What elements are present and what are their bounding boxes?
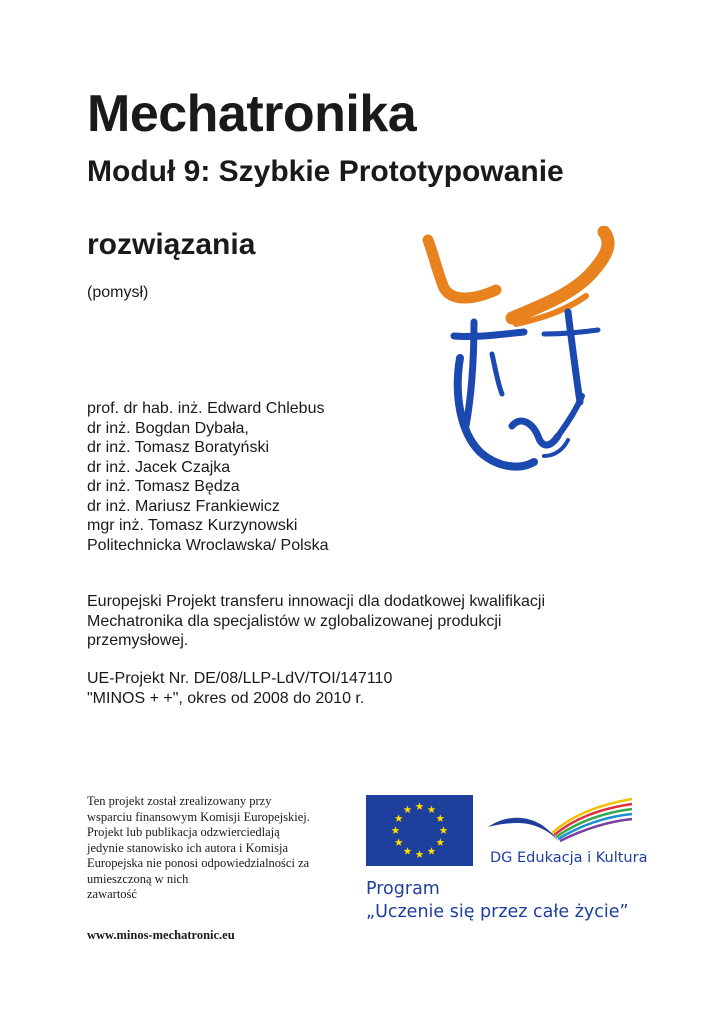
dg-education-label: DG Edukacja i Kultura	[490, 850, 648, 866]
author-name: dr inż. Bogdan Dybała,	[87, 419, 249, 437]
document-title: Mechatronika	[87, 85, 417, 143]
funding-disclaimer: Ten projekt został zrealizowany przy wsparciu finansowym Komisji Europejskiej. Projekt lub publikacja odzwierciedlają jedynie stanowisko ich autora i Komisja Europejska nie ponosi odpowiedzialności za umieszczoną w nich zawartość	[87, 794, 310, 901]
eu-star-icon	[416, 850, 424, 858]
module-subtitle: Moduł 9: Szybkie Prototypowanie	[87, 155, 564, 188]
idea-note: (pomysł)	[87, 284, 149, 301]
project-number: UE-Projekt Nr. DE/08/LLP-LdV/TOI/147110	[87, 670, 393, 687]
eu-star-icon	[428, 847, 436, 855]
mascot-face-icon	[416, 226, 626, 481]
eu-star-icon	[436, 838, 444, 846]
eu-star-icon	[404, 806, 412, 814]
program-slogan: „Uczenie się przez całe życie”	[366, 902, 629, 922]
section-heading: rozwiązania	[87, 228, 256, 261]
eu-star-icon	[404, 847, 412, 855]
dg-swoosh-logo-icon	[486, 795, 636, 845]
author-list	[87, 399, 329, 555]
eu-star-icon	[436, 814, 444, 822]
eu-star-icon	[440, 826, 448, 834]
eu-star-icon	[416, 802, 424, 810]
eu-star-icon	[395, 814, 403, 822]
author-name: mgr inż. Tomasz Kurzynowski	[87, 517, 298, 534]
eu-program-logo	[366, 795, 648, 930]
project-period: "MINOS + +", okres od 2008 do 2010 r.	[87, 689, 365, 707]
project-reference	[87, 669, 392, 708]
eu-flag-icon	[366, 795, 473, 866]
project-description: Europejski Projekt transferu innowacji dla dodatkowej kwalifikacji Mechatronika dla specjalistów w zglobalizowanej produkcji przemysłowej.	[87, 593, 545, 649]
institution: Politechnicka Wroclawska/ Polska	[87, 536, 329, 554]
eu-star-icon	[428, 806, 436, 814]
eu-star-icon	[392, 826, 400, 834]
author-name: prof. dr hab. inż. Edward Chlebus	[87, 400, 325, 417]
project-website-link[interactable]: www.minos-mechatronic.eu	[87, 928, 235, 942]
eu-star-icon	[395, 838, 403, 846]
program-label: Program	[366, 879, 440, 899]
author-name: dr inż. Tomasz Boratyński	[87, 439, 269, 456]
author-name: dr inż. Jacek Czajka	[87, 458, 231, 476]
author-name: dr inż. Mariusz Frankiewicz	[87, 497, 280, 515]
author-name: dr inż. Tomasz Będza	[87, 478, 240, 495]
